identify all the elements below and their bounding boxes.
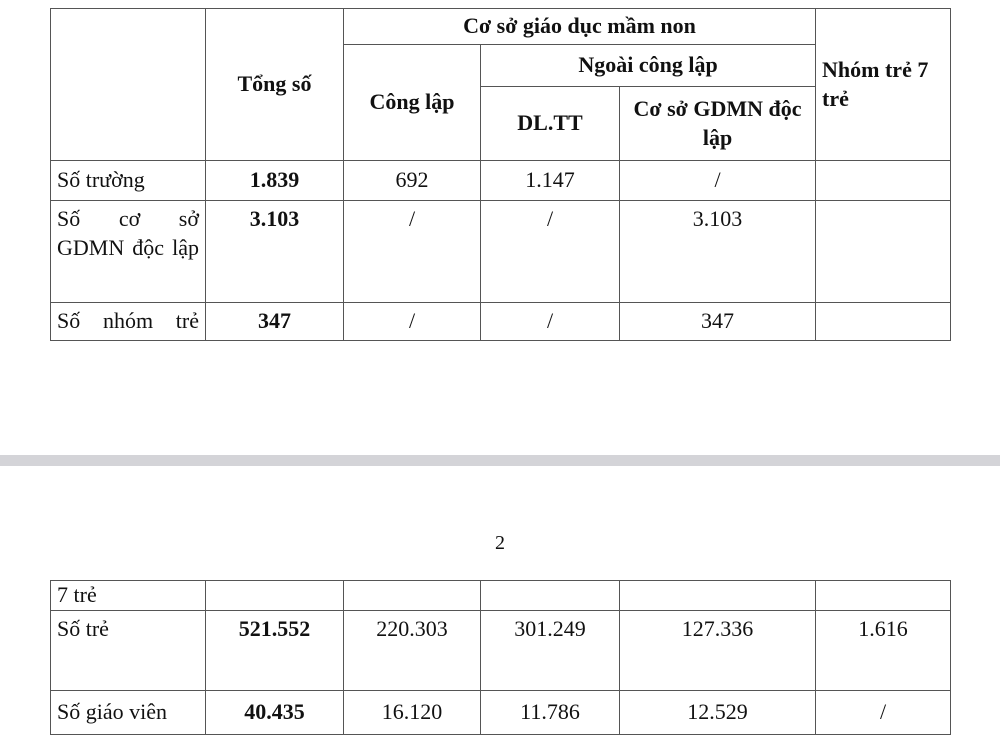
header-group: Cơ sở giáo dục mầm non: [344, 9, 816, 45]
page-number: 2: [495, 532, 505, 554]
cell-public: 692: [344, 161, 481, 201]
preschool-stats-table-continued: [50, 580, 951, 735]
cell-group-kids: /: [816, 690, 951, 734]
header-group-kids: Nhóm trẻ 7 trẻ: [816, 9, 951, 161]
header-public: Công lập: [344, 45, 481, 161]
table-row: [51, 303, 951, 341]
cell-public: 16.120: [344, 690, 481, 734]
row-label: Số nhóm trẻ: [51, 303, 206, 341]
cell-dltt: [481, 581, 620, 611]
cell-total: 521.552: [206, 610, 344, 690]
cell-dltt: 301.249: [481, 610, 620, 690]
cell-group-kids: 1.616: [816, 610, 951, 690]
row-label: Số trẻ: [51, 610, 206, 690]
cell-total: 347: [206, 303, 344, 341]
table-row: [51, 610, 951, 690]
header-total: Tổng số: [206, 9, 344, 161]
cell-total: 1.839: [206, 161, 344, 201]
cell-independent: 127.336: [620, 610, 816, 690]
cell-total: [206, 581, 344, 611]
cell-group-kids: [816, 161, 951, 201]
cell-public: [344, 581, 481, 611]
row-label: Số giáo viên: [51, 690, 206, 734]
cell-independent: 3.103: [620, 201, 816, 303]
cell-total: 3.103: [206, 201, 344, 303]
cell-dltt: /: [481, 303, 620, 341]
cell-independent: /: [620, 161, 816, 201]
cell-dltt: /: [481, 201, 620, 303]
cell-group-kids: [816, 581, 951, 611]
table-row: [51, 690, 951, 734]
table-row: [51, 201, 951, 303]
cell-public: /: [344, 303, 481, 341]
row-label: Số trường: [51, 161, 206, 201]
table-row: [51, 581, 951, 611]
cell-public: 220.303: [344, 610, 481, 690]
cell-independent: 347: [620, 303, 816, 341]
cell-dltt: 1.147: [481, 161, 620, 201]
table-row: [51, 161, 951, 201]
row-label: 7 trẻ: [51, 581, 206, 611]
preschool-stats-table: [50, 8, 951, 341]
cell-group-kids: [816, 303, 951, 341]
cell-total: 40.435: [206, 690, 344, 734]
cell-dltt: 11.786: [481, 690, 620, 734]
cell-independent: [620, 581, 816, 611]
cell-independent: 12.529: [620, 690, 816, 734]
cell-group-kids: [816, 201, 951, 303]
header-dltt: DL.TT: [481, 87, 620, 161]
page-separator: [0, 455, 1000, 466]
row-label: Số cơ sở GDMN độc lập: [51, 201, 206, 303]
cell-public: /: [344, 201, 481, 303]
header-empty: [51, 9, 206, 161]
header-independent: Cơ sở GDMN độc lập: [620, 87, 816, 161]
header-non-public: Ngoài công lập: [481, 45, 816, 87]
